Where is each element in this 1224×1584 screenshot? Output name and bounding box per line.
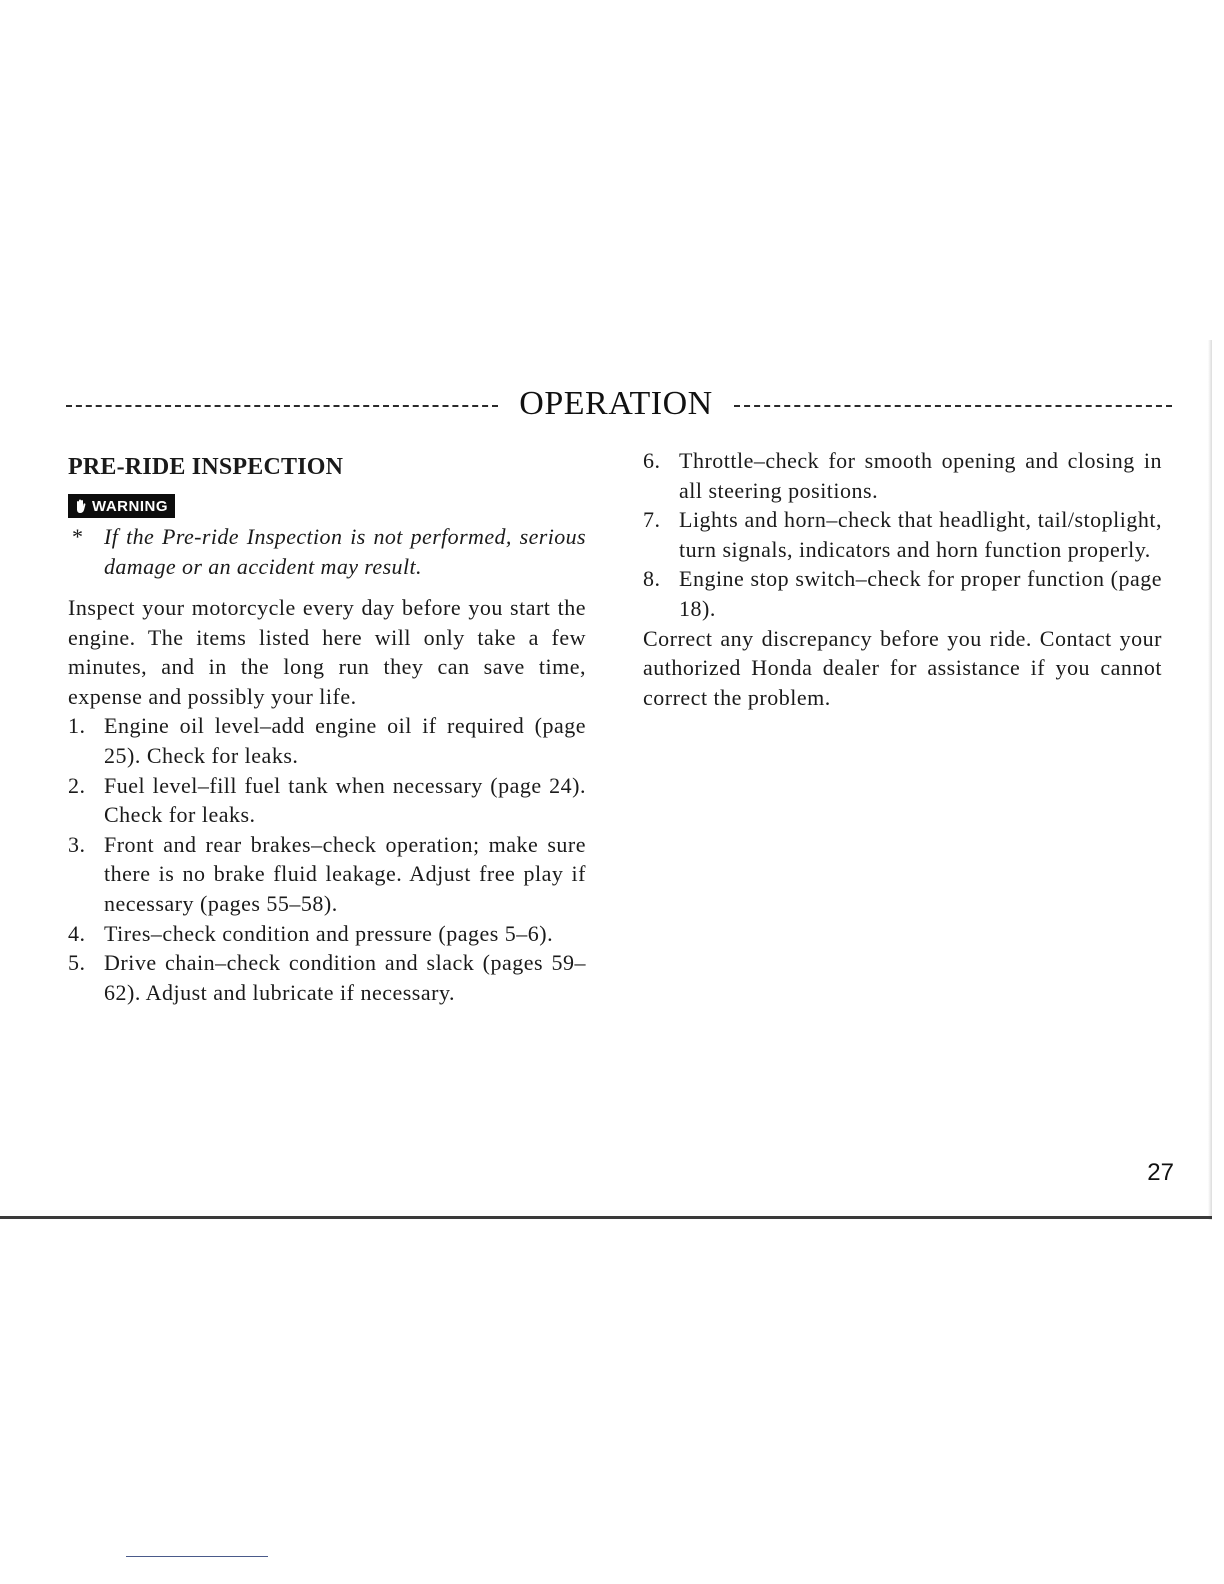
list-item-number: 7. xyxy=(643,507,661,533)
warning-badge xyxy=(68,494,175,518)
list-item xyxy=(68,919,586,949)
list-item-number: 8. xyxy=(643,566,661,592)
bottom-divider xyxy=(0,1216,1212,1219)
header-title: OPERATION xyxy=(519,385,713,422)
list-item xyxy=(68,771,586,830)
list-item-number: 6. xyxy=(643,448,661,473)
list-item-text: Engine oil level–add engine oil if required (page 25). Check for leaks. xyxy=(104,713,586,768)
closing-paragraph: Correct any discrepancy before you ride. Contact your authorized Honda dealer for assistance if you cannot correct the problem. xyxy=(643,625,1162,710)
list-item-text: Tires–check condition and pressure (pages 5–6). xyxy=(104,920,554,946)
list-item xyxy=(68,711,586,770)
list-item-text: Front and rear brakes–check operation; make sure there is no brake fluid leakage. Adjust free play if necessary (pages 55–58). xyxy=(104,831,586,916)
list-item xyxy=(643,505,1162,564)
page-edge-shadow xyxy=(1208,340,1212,1220)
list-item-text: Drive chain–check condition and slack (pages 59–62). Adjust and lubricate if necessary. xyxy=(104,950,586,1005)
list-item-number: 3. xyxy=(68,831,86,857)
list-item-number: 2. xyxy=(68,772,86,798)
intro-paragraph: Inspect your motorcycle every day before you start the engine. The items listed here will only take a few minutes, and in the long run they can save time, expense and possibly your life. xyxy=(68,595,586,709)
checklist-right xyxy=(643,446,1162,624)
list-item-number: 4. xyxy=(68,920,86,946)
list-item-text: Engine stop switch–check for proper function (page 18). xyxy=(679,566,1162,621)
list-item-text: Lights and horn–check that headlight, tail/stoplight, turn signals, indicators and horn function properly. xyxy=(679,507,1162,562)
list-item xyxy=(643,564,1162,623)
right-column xyxy=(643,446,1162,712)
page-number: 27 xyxy=(1147,1159,1174,1186)
header-rule-left xyxy=(66,405,498,407)
list-item-number: 5. xyxy=(68,950,86,976)
list-item xyxy=(68,948,586,1007)
warning-bullet: * xyxy=(72,524,84,549)
list-item-number: 1. xyxy=(68,713,86,739)
warning-label: WARNING xyxy=(92,497,168,515)
left-column xyxy=(68,452,586,1007)
section-title: PRE-RIDE INSPECTION xyxy=(68,454,344,480)
checklist-left xyxy=(68,711,586,1007)
list-item xyxy=(643,446,1162,505)
warning-note xyxy=(68,522,586,582)
list-item-text: Fuel level–fill fuel tank when necessary (page 24). Check for leaks. xyxy=(104,772,586,828)
list-item xyxy=(68,830,586,919)
section-header xyxy=(66,384,1172,424)
warning-text: If the Pre-ride Inspection is not performed, serious damage or an accident may result. xyxy=(104,524,586,579)
hand-stop-icon xyxy=(73,498,89,514)
header-rule-right xyxy=(734,405,1172,407)
bottom-mark-line xyxy=(126,1556,268,1557)
list-item-text: Throttle–check for smooth opening and closing in all steering positions. xyxy=(679,448,1162,503)
